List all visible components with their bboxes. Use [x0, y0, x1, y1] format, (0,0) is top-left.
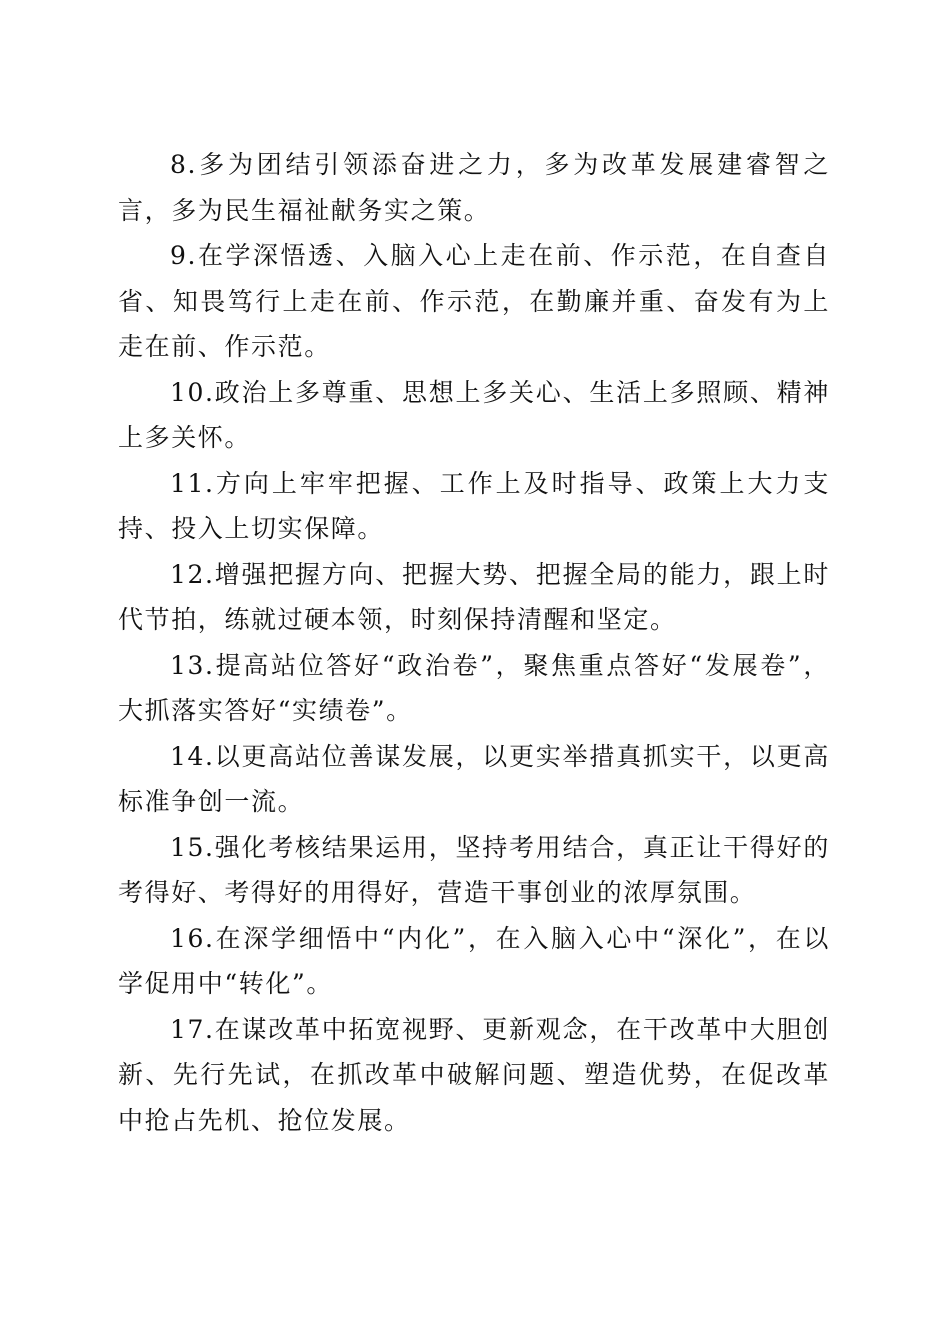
paragraph-8: 8.多为团结引领添奋进之力，多为改革发展建睿智之言，多为民生福祉献务实之策。 [118, 150, 830, 225]
paragraph-11: 11.方向上牢牢把握、工作上及时指导、政策上大力支持、投入上切实保障。 [118, 468, 830, 543]
paragraph-16: 16.在深学细悟中“内化”，在入脑入心中“深化”，在以学促用中“转化”。 [118, 923, 830, 998]
paragraph-10: 10.政治上多尊重、思想上多关心、生活上多照顾、精神上多关怀。 [118, 377, 830, 452]
paragraph-15: 15.强化考核结果运用，坚持考用结合，真正让干得好的考得好、考得好的用得好，营造干事创业的浓厚氛围。 [118, 832, 830, 907]
paragraph-14: 14.以更高站位善谋发展，以更实举措真抓实干，以更高标准争创一流。 [118, 741, 830, 816]
document-body [118, 142, 830, 1143]
paragraph-9: 9.在学深悟透、入脑入心上走在前、作示范，在自查自省、知畏笃行上走在前、作示范，在勤廉并重、奋发有为上走在前、作示范。 [118, 241, 830, 361]
paragraph-12: 12.增强把握方向、把握大势、把握全局的能力，跟上时代节拍，练就过硬本领，时刻保持清醒和坚定。 [118, 559, 830, 634]
paragraph-13: 13.提高站位答好“政治卷”，聚焦重点答好“发展卷”，大抓落实答好“实绩卷”。 [118, 650, 830, 725]
paragraph-17: 17.在谋改革中拓宽视野、更新观念，在干改革中大胆创新、先行先试，在抓改革中破解问题、塑造优势，在促改革中抢占先机、抢位发展。 [118, 1014, 830, 1135]
